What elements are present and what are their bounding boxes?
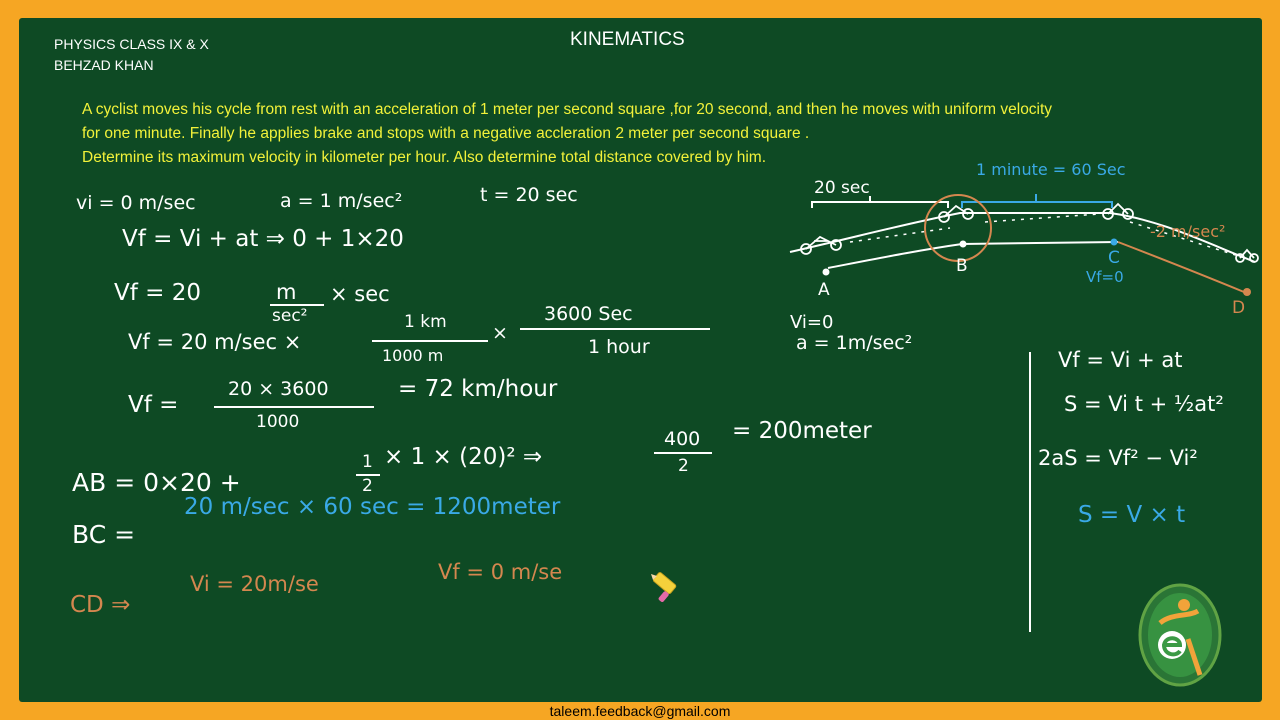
label-neg-acc: -2 m/sec² [1150,222,1226,241]
bc-label: BC = [72,520,136,549]
divider-line [1029,352,1031,632]
label-1minute: 1 minute = 60 Sec [976,160,1126,179]
formula-2: S = Vi t + ½at² [1064,392,1224,416]
point-c-label: C [1108,248,1120,268]
step-result-vf: Vf = [128,392,179,418]
fraction-bar [654,452,712,454]
point-b-label: B [956,256,968,276]
point-d-label: D [1232,298,1246,318]
result-den: 1000 [256,412,300,432]
step-vf-sec2: sec² [272,306,308,326]
problem-line-2: for one minute. Finally he applies brake and stops with a negative accleration 2 meter per second square . [82,125,810,142]
ab-result: = 200meter [732,418,872,444]
problem-line-3: Determine its maximum velocity in kilometer per hour. Also determine total distance covered by him. [82,149,767,166]
step-convert-vf: Vf = 20 m/sec × [128,330,302,354]
formula-1: Vf = Vi + at [1058,348,1183,372]
label-vf0: Vf=0 [1086,268,1124,286]
label-vi0: Vi=0 [790,312,834,333]
ab-equation-rest: × 1 × (20)² ⇒ [384,444,543,470]
cd-label: CD ⇒ [70,592,131,618]
ab-equation: AB = 0×20 + [72,468,241,497]
course-name: PHYSICS CLASS IX & X [54,36,209,52]
given-a: a = 1 m/sec² [280,190,403,212]
fraction-bar [520,328,710,330]
author-name: BEHZAD KHAN [54,57,154,73]
step-vf-equation: Vf = Vi + at ⇒ 0 + 1×20 [122,226,404,252]
footer-email: taleem.feedback@gmail.com [549,703,731,719]
label-20sec: 20 sec [814,178,870,198]
label-accel: a = 1m/sec² [796,332,913,354]
given-t: t = 20 sec [480,184,578,206]
conv-den-1: 1000 m [382,346,444,365]
cd-vi: Vi = 20m/se [190,572,319,596]
formula-4: S = V × t [1078,502,1186,528]
cd-vf: Vf = 0 m/se [438,560,563,584]
point-a-label: A [818,280,830,300]
ab-half-den: 2 [362,476,373,496]
given-vi: vi = 0 m/sec [76,192,196,214]
conv-num-1: 1 km [404,312,447,332]
step-vf-20: Vf = 20 [114,280,201,306]
result-num: 20 × 3600 [228,378,329,400]
fraction-bar [214,406,374,408]
ab-half-num: 1 [362,452,373,472]
taleem-logo-icon [1138,583,1222,687]
conv-times: × [492,322,508,344]
result-value: = 72 km/hour [398,376,558,402]
ab-frac-num: 400 [664,428,701,450]
formula-3: 2aS = Vf² − Vi² [1038,446,1198,470]
conv-den-2: 1 hour [588,336,650,358]
problem-line-1: A cyclist moves his cycle from rest with an acceleration of 1 meter per second square ,for 20 second, and then he moves with uniform velocity [82,101,1053,118]
fraction-bar [372,340,488,342]
page-title: KINEMATICS [570,29,685,50]
step-vf-xsec: × sec [330,282,390,306]
bc-value: 20 m/sec × 60 sec = 1200meter [184,494,561,520]
ab-frac-den: 2 [678,456,689,476]
step-vf-m: m [276,280,297,304]
conv-num-2: 3600 Sec [544,303,633,325]
pencil-cursor-icon [646,568,680,602]
